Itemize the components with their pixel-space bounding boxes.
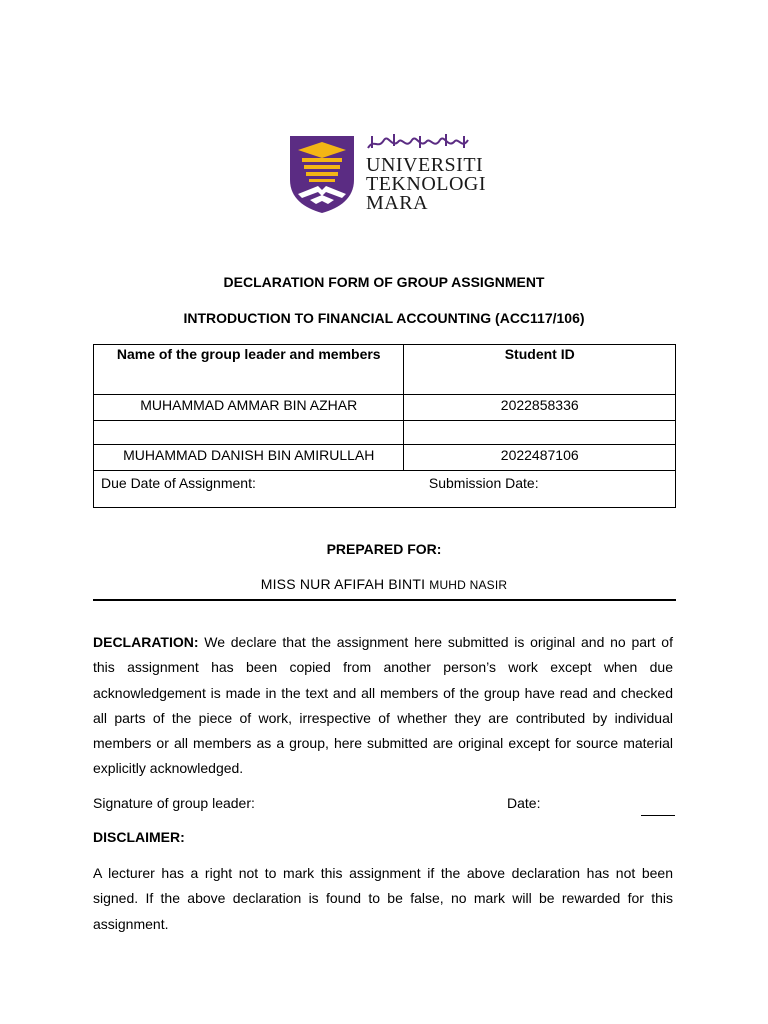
signature-label: Signature of group leader: [93,795,255,811]
member-id: 2022858336 [404,395,676,421]
member-name: MUHAMMAD AMMAR BIN AZHAR [94,395,404,421]
due-date-label: Due Date of Assignment: [101,475,256,491]
disclaimer-label: DISCLAIMER: [93,829,185,845]
logo-word-mara: MARA [366,192,429,214]
date-underline [641,815,675,816]
logo-word-universiti: UNIVERSITI [366,154,484,176]
lecturer-name-main: MISS NUR AFIFAH BINTI [260,576,430,592]
declaration-paragraph [93,630,673,782]
course-title: INTRODUCTION TO FINANCIAL ACCOUNTING (ACC117/106) [183,310,585,326]
table-row [94,395,676,421]
declaration-text: We declare that the assignment here submitted is original and no part of this assignment has been copied from another person’s work except when due acknowledgement is made in the text and all members of the group have read and checked all parts of the piece of work, irrespective of whether they are contributed by individual members or all members as a group, here submitted are original except for source material explicitly acknowledged. [93,634,673,777]
logo-word-teknologi: TEKNOLOGI [366,173,487,195]
lecturer-name [0,576,768,592]
member-name [94,421,404,445]
table-header-row [94,345,676,395]
jawi-logo-text [364,130,472,154]
lecturer-name-rest: MUHD NASIR [429,578,508,592]
table-row [94,421,676,445]
submission-date-label: Submission Date: [428,475,539,491]
uitm-shield-icon [288,134,356,214]
uitm-logo [288,130,487,215]
member-id [404,421,676,445]
table-row [94,445,676,471]
disclaimer-paragraph: A lecturer has a right not to mark this assignment if the above declaration has not been signed. If the above declaration is found to be false, no mark will be rewarded for this assignment. [93,865,673,932]
member-name: MUHAMMAD DANISH BIN AMIRULLAH [94,445,404,471]
members-table [93,344,676,508]
header-name: Name of the group leader and members [94,345,404,395]
divider [93,599,676,601]
declaration-label: DECLARATION: [93,634,199,650]
header-student-id: Student ID [404,345,676,395]
due-date-cell [94,471,676,508]
due-date-row [94,471,676,508]
form-title: DECLARATION FORM OF GROUP ASSIGNMENT [223,274,545,290]
date-label: Date: [507,795,541,811]
member-id: 2022487106 [404,445,676,471]
prepared-for-label: PREPARED FOR: [326,541,442,557]
